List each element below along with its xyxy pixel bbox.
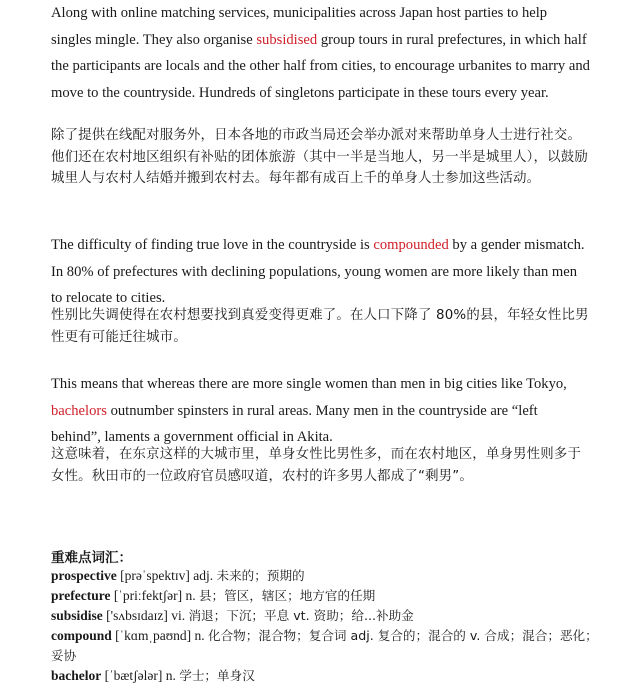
english-paragraph-2 [51,232,591,312]
english-text: Along with online matching services, municipalities across Japan host parties to help singles mingle. They also organise [51,5,548,48]
vocab-heading: 重难点词汇： [51,550,132,566]
vocab-phonetic: ['sʌbsɪdaɪz] vi. [102,608,189,623]
vocab-meaning: 未来的；预期的 [216,568,305,583]
chinese-paragraph-2: 性别比失调使得在农村想要找到真爱变得更难了。在人口下降了 80%的县，年轻女性比男性更有可能迁往城市。 [51,308,589,345]
vocab-word: compound [51,628,112,643]
vocab-item [51,666,606,686]
vocab-meaning: 县；管区，辖区；地方官的任期 [198,588,376,603]
english-text: The difficulty of finding true love in the countryside is [51,237,374,253]
vocab-item [51,626,606,666]
vocab-meaning: 学士；单身汉 [179,668,255,683]
vocab-meaning: 化合物；混合物；复合词 adj. 复合的；混合的 v. 合成；混合；恶化；妥协 [51,628,598,663]
vocab-phonetic: [ˈpriːfektʃər] n. [110,588,199,603]
chinese-paragraph-1: 除了提供在线配对服务外，日本各地的市政当局还会举办派对来帮助单身人士进行社交。他们还在农村地区组织有补贴的团体旅游（其中一半是当地人，另一半是城里人），以鼓励城里人与农村人结婚并搬到农村去。每年都有成百上千的单身人士参加这些活动。 [51,128,588,186]
highlighted-keyword: bachelors [51,402,107,419]
vocab-item [51,606,606,626]
highlighted-keyword: compounded [373,237,449,253]
english-text: This means that whereas there are more single women than men in big cities like Tokyo, [51,376,567,392]
english-text: outnumber spinsters in rural areas. Many men in the countryside are “left behind”, laments a government official in Akita. [51,402,538,446]
vocab-word: bachelor [51,668,102,683]
vocab-phonetic: [prəˈspektɪv] adj. [116,568,217,583]
english-text: by a gender mismatch. In 80% of prefectures with declining populations, young women are more likely than men to relocate to cities. [51,237,585,307]
vocab-item [51,586,606,606]
vocab-list [51,566,606,686]
english-paragraph-3 [51,371,591,451]
vocab-word: prospective [51,568,117,583]
vocab-phonetic: [ˈbætʃələr] n. [101,668,180,683]
english-text: group tours in rural prefectures, in which half the participants are locals and the other half from cities, to encourage urbanites to marry and move to the countryside. Hundreds of singletons participate in these tours every year. [51,31,590,101]
highlighted-keyword: subsidised [256,31,318,48]
chinese-paragraph-3: 这意味着，在东京这样的大城市里，单身女性比男性多，而在农村地区，单身男性则多于女性。秋田市的一位政府官员感叹道，农村的许多男人都成了“剩男”。 [51,447,582,484]
vocab-word: subsidise [51,608,103,623]
english-paragraph-1 [51,0,591,106]
vocab-meaning: 消退；下沉；平息 vt. 资助；给...补助金 [188,608,414,623]
vocab-phonetic: [ˈkɑmˌpaʊnd] n. [111,628,208,643]
vocab-word: prefecture [51,588,111,603]
vocab-item [51,566,606,586]
